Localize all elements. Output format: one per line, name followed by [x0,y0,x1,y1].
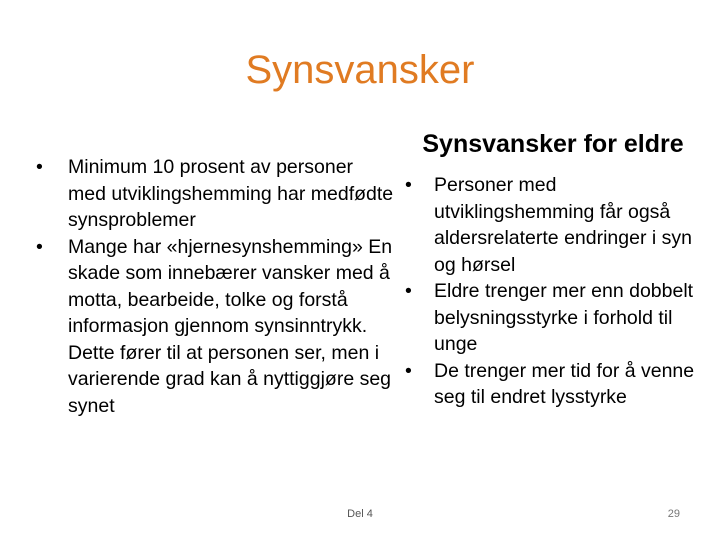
bullet-item [36,154,396,234]
slide-title: Synsvansker [245,48,475,92]
bullet-text: Personer med utviklingshemming får også aldersrelaterte endringer i syn og hørsel [434,174,692,276]
page-number: 29 [667,508,680,520]
right-bullet-list [405,172,695,411]
bullet-item [405,172,695,278]
bullet-text: Mange har «hjernesynshemming» En skade som innebærer vansker med å motta, bearbeide, tolke og forstå informasjon gjennom synsinntrykk. Dette fører til at personen ser, men i varierende grad kan å nyttiggjøre seg synet [68,235,393,417]
bullet-item [36,234,396,420]
left-column [36,154,396,419]
bullet-icon: • [405,174,412,196]
bullet-icon: • [36,235,43,258]
right-column [405,128,695,411]
bullet-icon: • [36,156,43,178]
footer-label: Del 4 [347,508,373,520]
bullet-item [405,358,695,411]
bullet-text: Minimum 10 prosent av personer med utviklingshemming har medfødte synsproblemer [68,156,394,231]
left-bullet-list [36,154,396,419]
bullet-icon: • [405,280,412,302]
bullet-text: De trenger mer tid for å venne seg til endret lysstyrke [434,359,695,408]
bullet-item [405,278,695,358]
bullet-text: Eldre trenger mer enn dobbelt belysningsstyrke i forhold til unge [434,280,694,355]
bullet-icon: • [405,359,412,382]
column-heading: Synsvansker for eldre [422,130,684,158]
